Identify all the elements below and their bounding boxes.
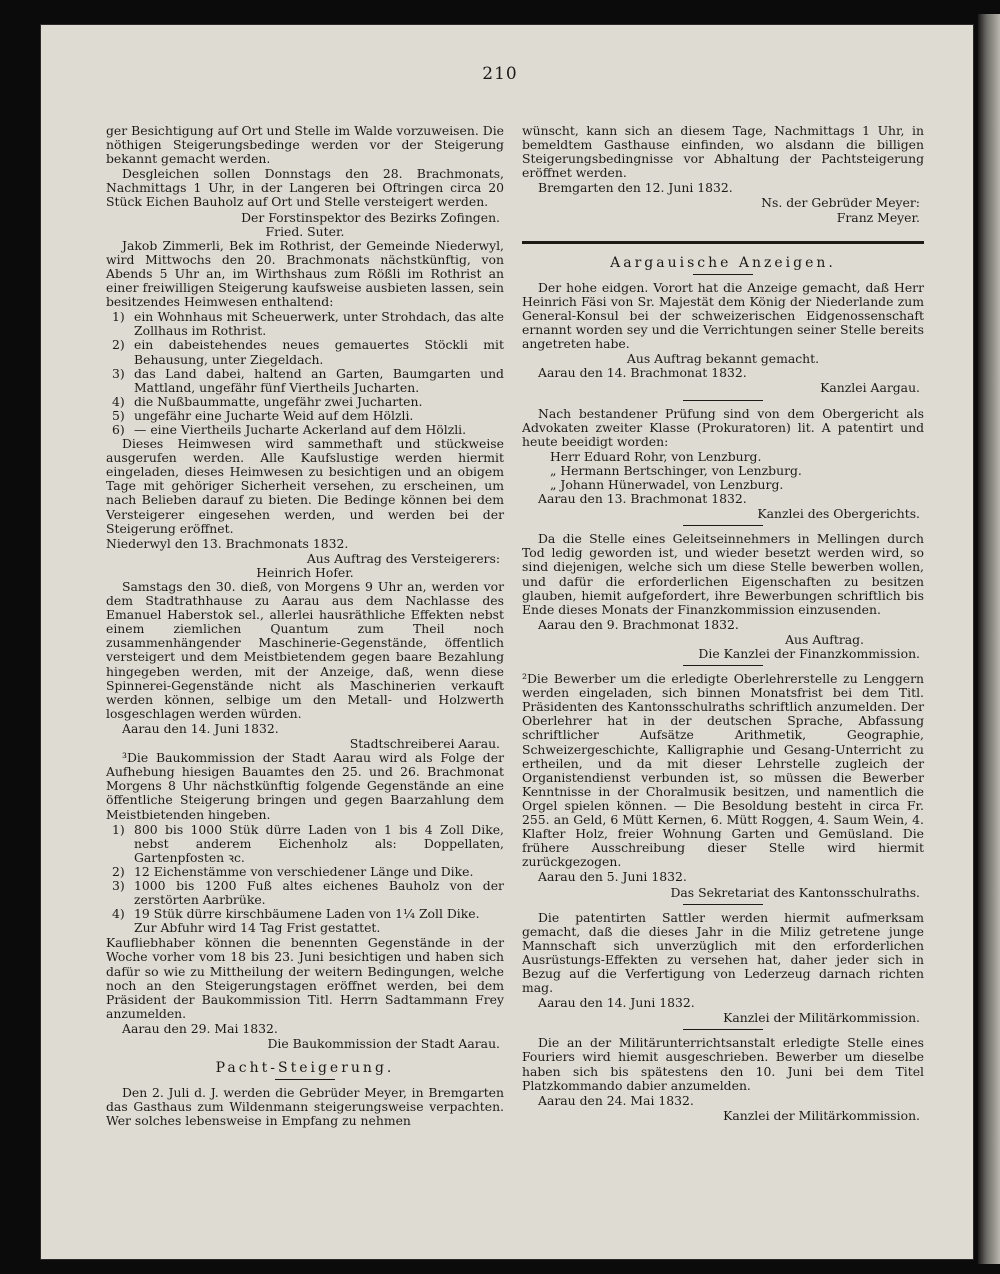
list-item: 2) 12 Eichenstämme von verschiedener Länge und Dike. (112, 863, 474, 879)
left-paragraph-5: Samstags den 30. dieß, von Morgens 9 Uhr an, werden vor dem Stadtrathhause zu Aarau aus dem Nachlasse des Emanuel Haberstok sel., allerlei hausräthliche Effekten nebst einem ziemlichen Quantum zum Theil noch zusammenhängender Maschinerie-Gegenstände, öffentlich versteigert und dem Meistbietendem gegen baare Bezahlung hingegeben werden, mit der Anzeige, daß, wenn diese Spinnerei-Gegenstände nicht als Maschinerien verkauft werden können, selbige um den Metall- und Holzwerth losgeschlagen werden würden. (106, 579, 504, 721)
right-paragraph-1: wünscht, kann sich an diesem Tage, Nachmittags 1 Uhr, in bemeldtem Gasthause einfinden, wo alsdann die billigen Steigerungsbedingnisse vor Abhaltung der Pachtsteigerung eröffnet werden. (522, 123, 924, 181)
list-item: 2) ein dabeistehendes neues gemauertes Stöckli mit Behausung, unter Ziegeldach. (112, 337, 504, 367)
date-aarau-2: Aarau den 29. Mai 1832. (122, 1020, 278, 1036)
date-aarau-5: Aarau den 9. Brachmonat 1832. (538, 616, 739, 632)
date-aarau-6: Aarau den 5. Juni 1832. (538, 869, 687, 885)
advocates-list (522, 450, 924, 492)
left-paragraph-6: ³Die Baukommission der Stadt Aarau wird als Folge der Aufhebung hiesigen Bauamtes den 25. und 26. Brachmonat Morgens 8 Uhr nächstkünftig folgende Gegenstände an eine öffentliche Steigerung bringen und gegen Baarzahlung dem Meistbietenden hingeben. (106, 750, 504, 822)
list-item: 3) 1000 bis 1200 Fuß altes eichenes Bauholz von der zerstörten Aarbrüke. (112, 877, 504, 908)
date-bremgarten: Bremgarten den 12. Juni 1832. (538, 180, 733, 196)
signature-suter: Fried. Suter. (265, 223, 345, 239)
left-paragraph-9: Den 2. Juli d. J. werden die Gebrüder Meyer, in Bremgarten das Gasthaus zum Wildenmann steigerungsweise verpachten. Wer solches lebensweise in Empfang zu nehmen (106, 1085, 504, 1129)
heading-rule (275, 1079, 335, 1080)
date-niederwyl: Niederwyl den 13. Brachmonats 1832. (106, 535, 349, 551)
left-paragraph-1: ger Besichtigung auf Ort und Stelle im Walde vorzuweisen. Die nöthigen Steigerungsbedinge werden vor der Steigerung bekannt gemacht werden. (106, 123, 504, 167)
left-paragraph-4: Dieses Heimwesen wird sammethaft und stückweise ausgerufen werden. Alle Kaufslustige werden hiermit eingeladen, dieses Heimwesen zu besichtigen und an obigem Tage mit gehöriger Sicherheit versehen, zu erscheinen, um nach Belieben darauf zu bieten. Die Bedinge können bei dem Versteigerer eingesehen werden, und werden bei der Steigerung eröffnet. (106, 436, 504, 536)
right-paragraph-7: Die an der Militärunterrichtsanstalt erledigte Stelle eines Fouriers wird hiemit ausgeschrieben. Bewerber um dieselbe haben sich bis spätestens den 10. Juni bei dem Titel Platzkommando dabier anzumelden. (522, 1035, 924, 1093)
date-aarau-7: Aarau den 14. Juni 1832. (538, 995, 695, 1011)
list-item: 5) ungefähr eine Jucharte Weid auf dem Hölzli. (112, 407, 414, 423)
right-paragraph-3: Nach bestandener Prüfung sind von dem Obergericht als Advokaten zweiter Klasse (Prokuratoren) lit. A patentirt und heute beeidigt worden: (522, 405, 924, 449)
baukommission-list (106, 823, 504, 922)
signature-baukommission: Die Baukommission der Stadt Aarau. (267, 1036, 500, 1051)
separator-rule (683, 665, 763, 666)
adjacent-page-edge (978, 14, 1000, 1264)
date-aarau-3: Aarau den 14. Brachmonat 1832. (538, 365, 747, 381)
list-item: „ Johann Hünerwadel, von Lenzburg. (550, 476, 784, 492)
separator-rule (683, 525, 763, 526)
signature-finanzkommission: Die Kanzlei der Finanzkommission. (698, 646, 920, 661)
list-item: 4) 19 Stük dürre kirschbäumene Laden von 1¼ Zoll Dike. (112, 906, 480, 922)
left-paragraph-8: Kaufliebhaber können die benennten Gegenstände in der Woche vorher vom 18 bis 23. Juni besichtigen und haben sich dafür so wie zu Mittheilung der weitern Bedingungen, welche noch an den Steigerungstagen eröffnet werden, bei dem Präsident der Baukommission Titl. Herrn Sadtammann Frey anzumelden. (106, 935, 504, 1021)
page-number: 210 (482, 64, 518, 84)
left-paragraph-7: Zur Abfuhr wird 14 Tag Frist gestattet. (134, 920, 381, 936)
list-item: 1) ein Wohnhaus mit Scheuerwerk, unter Strohdach, das alte Zollhaus im Rothrist. (112, 309, 504, 339)
signature-obergericht: Kanzlei des Obergerichts. (757, 506, 920, 522)
signature-meyer-b: Franz Meyer. (836, 209, 920, 225)
date-aarau-8: Aarau den 24. Mai 1832. (538, 1092, 694, 1108)
list-item: 1) 800 bis 1000 Stük dürre Laden von 1 bis 4 Zoll Dike, nebst anderem Eichenholz als: Doppellaten, Gartenpfosten ꝛc. (112, 821, 504, 865)
list-item: 3) das Land dabei, haltend an Garten, Baumgarten und Mattland, ungefähr fünf Viertheils Jucharten. (112, 365, 504, 395)
signature-militaerkommission-1: Kanzlei der Militärkommission. (723, 1010, 920, 1026)
signature-stadtschreiberei: Stadtschreiberei Aarau. (349, 736, 500, 752)
section-heading-aargauische: Aargauische Anzeigen. (610, 254, 836, 271)
section-divider (522, 241, 924, 244)
list-item: Herr Eduard Rohr, von Lenzburg. (550, 448, 762, 464)
date-aarau-1: Aarau den 14. Juni 1832. (122, 720, 279, 736)
separator-rule (683, 904, 763, 905)
signature-auftrag-2: Aus Auftrag. (785, 631, 864, 647)
signature-auftrag: Aus Auftrag des Versteigerers: (306, 550, 500, 566)
signature-forstinspektor: Der Forstinspektor des Bezirks Zofingen. (241, 209, 500, 225)
separator-rule (683, 1029, 763, 1030)
right-paragraph-5: ²Die Bewerber um die erledigte Oberlehrerstelle zu Lenggern werden eingeladen, sich binnen Monatsfrist bei dem Titl. Präsidenten des Kantonsschulraths schriftlich anzumelden. Der Oberlehrer hat in der deutschen Sprache, Abfassung schriftlicher Aufsätze Arithmetik, Geographie, Schweizergeschichte, Kalligraphie und Gesang-Unterricht zu ertheilen, und da mit dieser Lehrstelle zugleich der Organistendienst verbunden ist, so müssen die Bewerber Kenntnisse in der Choralmusik besitzen, und namentlich die Orgel spielen können. — Die Besoldung besteht in circa Fr. 255. an Geld, 6 Mütt Kernen, 6. Mütt Roggen, 4. Saum Wein, 4. Klafter Holz, freier Wohnung Garten und Gemüsland. Die frühere Ausschreibung dieser Stelle wird hiermit zurückgezogen. (522, 671, 924, 870)
signature-hofer: Heinrich Hofer. (256, 564, 354, 580)
left-paragraph-2: Desgleichen sollen Donnstags den 28. Brachmonats, Nachmittags 1 Uhr, in der Langeren bei Oftringen circa 20 Stück Eichen Bauholz auf Ort und Stelle versteigert werden. (106, 166, 504, 210)
note-auftrag: Aus Auftrag bekannt gemacht. (626, 351, 820, 367)
left-paragraph-3: Jakob Zimmerli, Bek im Rothrist, der Gemeinde Niederwyl, wird Mittwochs den 20. Brachmonats nächstkünftig, von Abends 5 Uhr an, im Wirthshaus zum Rößli im Rothrist an einer freiwilligen Steigerung kaufsweise ausbieten lassen, sein besitzendes Heimwesen enthaltend: (106, 237, 504, 310)
date-aarau-4: Aarau den 13. Brachmonat 1832. (538, 491, 747, 507)
right-paragraph-6: Die patentirten Sattler werden hiermit aufmerksam gemacht, daß die dieses Jahr in die Miliz getretene junge Mannschaft sich unverzüglich mit den erforderlichen Ausrüstungs-Effekten zu versehen hat, daher jeder sich in Bezug auf die Verfertigung von Lederzeug darnach richten mag. (522, 909, 924, 996)
list-item: 6) — eine Viertheils Jucharte Ackerland auf dem Hölzli. (112, 421, 467, 437)
right-paragraph-2: Der hohe eidgen. Vorort hat die Anzeige gemacht, daß Herr Heinrich Fäsi von Sr. Majestät dem König der Niederlande zum General-Konsul bei der schweizerischen Eidgenossenschaft ernannt worden sey und die Verrichtungen seiner Stelle bereits angetreten habe. (522, 279, 924, 352)
signature-meyer-a: Ns. der Gebrüder Meyer: (761, 195, 920, 211)
list-item: „ Hermann Bertschinger, von Lenzburg. (550, 462, 802, 478)
list-item: 4) die Nußbaummatte, ungefähr zwei Jucharten. (112, 393, 423, 409)
right-column (522, 124, 924, 1123)
property-list (106, 310, 504, 437)
signature-kantonsschulrath: Das Sekretariat des Kantonsschulraths. (670, 884, 920, 900)
left-column (106, 124, 504, 1129)
separator-rule (683, 400, 763, 401)
signature-militaerkommission-2: Kanzlei der Militärkommission. (723, 1107, 920, 1123)
right-paragraph-4: Da die Stelle eines Geleitseinnehmers in Mellingen durch Tod ledig geworden ist, und wieder besetzt werden wird, so sind diejenigen, welche sich um diese Stelle bewerben wollen, und dafür die erforderlichen Eigenschaften zu besitzen glauben, hiemit aufgefordert, ihre Bewerbungen schriftlich bis Ende dieses Monats der Finanzkommission einzusenden. (522, 531, 924, 617)
signature-kanzlei-aargau: Kanzlei Aargau. (820, 380, 920, 396)
heading-rule (693, 274, 753, 275)
section-heading-pacht: Pacht-Steigerung. (215, 1060, 395, 1077)
